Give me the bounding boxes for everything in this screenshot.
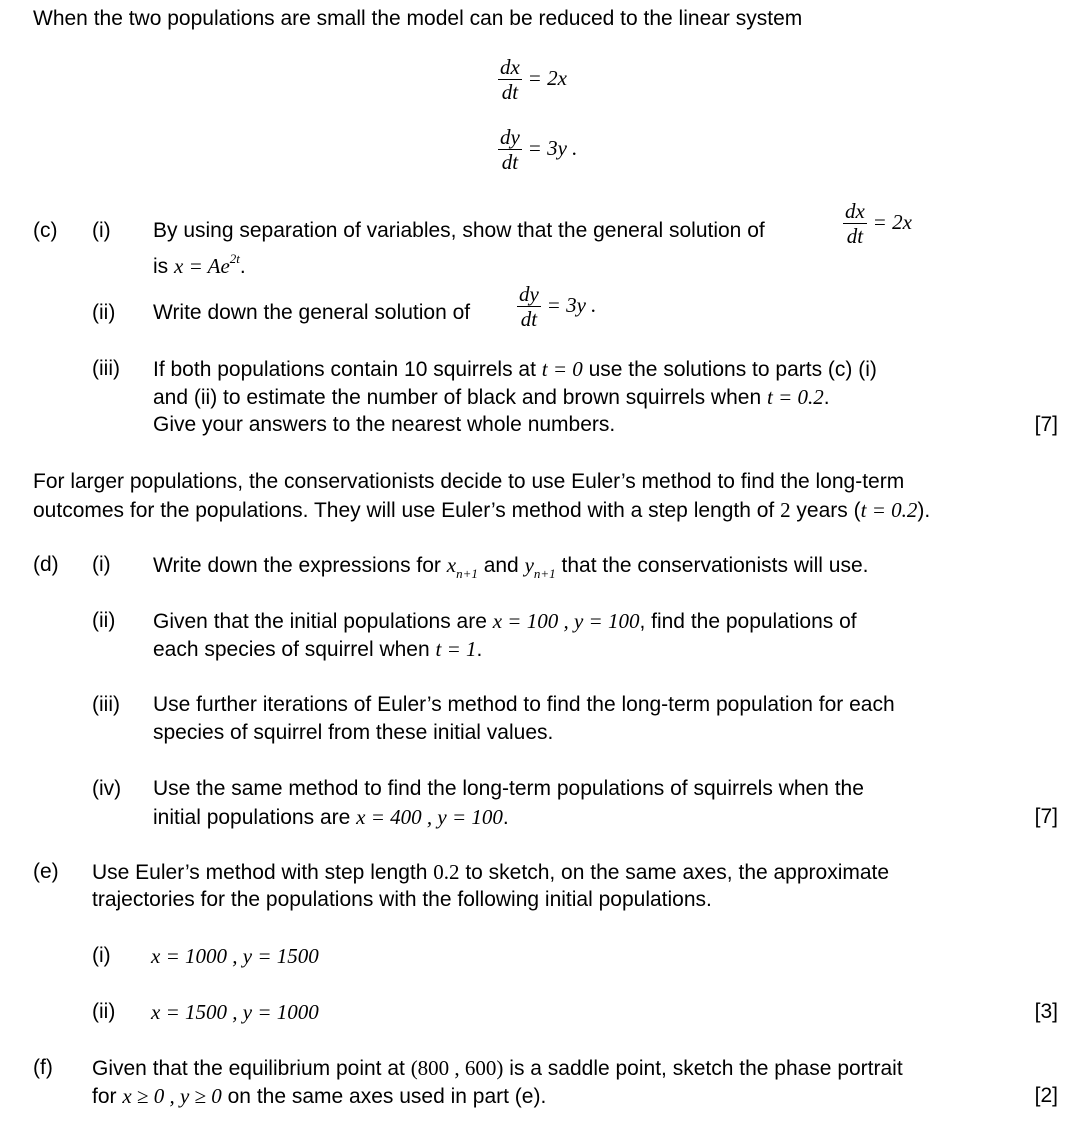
part-d-ii-line2 xyxy=(153,635,482,664)
part-c-ii-equation xyxy=(517,283,596,330)
part-c-i-equation xyxy=(843,200,912,247)
part-d-iii-label: (iii) xyxy=(92,693,120,716)
d-i-c: that the conservationists will use. xyxy=(555,554,869,577)
c-i-sup: 2t xyxy=(229,251,240,266)
part-c-iii-line2 xyxy=(153,383,830,412)
f-l2b: on the same axes used in part (e). xyxy=(221,1085,547,1108)
d-i-y: y xyxy=(524,553,534,577)
part-d-iv-label: (iv) xyxy=(92,777,122,800)
c-i-rhs: = 2x xyxy=(872,210,912,235)
part-d-iii-line1: Use further iterations of Euler’s method to find the long-term population for each xyxy=(153,693,895,716)
part-e-marks: [3] xyxy=(1034,1000,1058,1023)
f-l1m: (800 , 600) xyxy=(410,1056,504,1080)
part-e-i-label: (i) xyxy=(92,944,111,967)
part-d-marks: [7] xyxy=(1034,805,1058,828)
c-i-is: is xyxy=(153,255,174,278)
intro-text: When the two populations are small the model can be reduced to the linear system xyxy=(33,7,803,30)
f-l1a: Given that the equilibrium point at xyxy=(92,1057,411,1080)
d-ii-l1m: x = 100 , y = 100 xyxy=(492,609,640,633)
e-l1a: Use Euler’s method with step length xyxy=(92,861,434,884)
d-i-xsub: n+1 xyxy=(456,566,478,581)
system-eq1 xyxy=(498,56,567,103)
larger-line2 xyxy=(33,496,930,525)
part-d-ii-label: (ii) xyxy=(92,609,116,632)
part-f-line1 xyxy=(92,1054,903,1083)
part-d-i-label: (i) xyxy=(92,553,111,576)
larger-l2m1: 2 xyxy=(780,498,791,522)
d-i-ysub: n+1 xyxy=(533,566,556,581)
part-d-i-text xyxy=(153,551,869,588)
part-d-iv-line1: Use the same method to find the long-term populations of squirrels when the xyxy=(153,777,864,800)
part-c-ii-text: Write down the general solution of xyxy=(153,301,471,324)
part-c-i-label: (i) xyxy=(92,219,111,242)
part-d-iii-line2: species of squirrel from these initial values. xyxy=(153,721,554,744)
d-ii-l2m: t = 1 xyxy=(435,637,477,661)
eq2-rhs: = 3y . xyxy=(527,136,578,161)
c-iii-l2b: . xyxy=(823,386,830,409)
d-ii-l2b: . xyxy=(476,638,483,661)
part-f-marks: [2] xyxy=(1034,1084,1058,1107)
d-ii-l2a: each species of squirrel when xyxy=(153,638,436,661)
eq1-den: dt xyxy=(501,80,519,104)
c-i-frac-den: dt xyxy=(846,224,864,248)
part-f-label: (f) xyxy=(33,1056,53,1079)
eq2-den: dt xyxy=(501,150,519,174)
part-e-ii-label: (ii) xyxy=(92,1000,116,1023)
c-iii-l1a: If both populations contain 10 squirrels at xyxy=(153,358,542,381)
part-e-i-math: x = 1000 , y = 1500 xyxy=(151,944,319,968)
eq1-rhs: = 2x xyxy=(527,66,567,91)
c-iii-l1b: use the solutions to parts (c) (i) xyxy=(582,358,877,381)
e-l1b: to sketch, on the same axes, the approximate xyxy=(459,861,890,884)
c-i-frac-num: dx xyxy=(845,199,865,223)
c-iii-l2m: t = 0.2 xyxy=(766,385,824,409)
larger-l2a: outcomes for the populations. They will use Euler’s method with a step length of xyxy=(33,499,781,522)
d-iv-l2m: x = 400 , y = 100 xyxy=(356,805,503,829)
eq1-num: dx xyxy=(500,55,520,79)
e-l1m: 0.2 xyxy=(433,860,460,884)
f-l1b: is a saddle point, sketch the phase portrait xyxy=(503,1057,903,1080)
part-c-i-solution xyxy=(153,245,246,281)
c-iii-l2a: and (ii) to estimate the number of black and brown squirrels when xyxy=(153,386,767,409)
part-c-i-text: By using separation of variables, show that the general solution of xyxy=(153,219,765,242)
d-i-a: Write down the expressions for xyxy=(153,554,447,577)
part-c-ii-label: (ii) xyxy=(92,301,116,324)
part-c-iii-line1 xyxy=(153,355,877,384)
d-i-x: x xyxy=(446,553,457,577)
c-i-end: . xyxy=(239,255,246,278)
larger-line1: For larger populations, the conservationists decide to use Euler’s method to find the long-term xyxy=(33,470,905,493)
d-iv-l2a: initial populations are xyxy=(153,806,357,829)
d-ii-l1a: Given that the initial populations are xyxy=(153,610,493,633)
part-e-ii-math: x = 1500 , y = 1000 xyxy=(151,1000,319,1024)
f-l2a: for xyxy=(92,1085,123,1108)
part-c-label: (c) xyxy=(33,219,58,242)
part-d-ii-line1 xyxy=(153,607,857,636)
c-ii-rhs: = 3y . xyxy=(546,293,597,318)
part-f-line2 xyxy=(92,1082,546,1111)
c-ii-frac-den: dt xyxy=(520,307,538,331)
part-e-line1 xyxy=(92,858,889,887)
part-c-iii-line3: Give your answers to the nearest whole numbers. xyxy=(153,413,616,436)
larger-l2b: years ( xyxy=(790,499,861,522)
f-l2m: x ≥ 0 , y ≥ 0 xyxy=(122,1084,222,1108)
d-iv-l2b: . xyxy=(502,806,509,829)
part-d-iv-line2 xyxy=(153,803,509,832)
part-c-iii-label: (iii) xyxy=(92,357,120,380)
d-i-b: and xyxy=(477,554,525,577)
system-eq2 xyxy=(498,126,577,173)
larger-l2c: ). xyxy=(917,499,931,522)
c-ii-frac-num: dy xyxy=(519,282,539,306)
part-e-line2: trajectories for the populations with the following initial populations. xyxy=(92,888,712,911)
larger-l2m2: t = 0.2 xyxy=(860,498,918,522)
d-ii-l1b: , find the populations of xyxy=(639,610,857,633)
eq2-num: dy xyxy=(500,125,520,149)
c-i-sol: x = Ae xyxy=(174,254,230,278)
c-iii-l1m: t = 0 xyxy=(541,357,583,381)
part-d-label: (d) xyxy=(33,553,59,576)
part-c-marks: [7] xyxy=(1034,413,1058,436)
part-e-label: (e) xyxy=(33,860,59,883)
